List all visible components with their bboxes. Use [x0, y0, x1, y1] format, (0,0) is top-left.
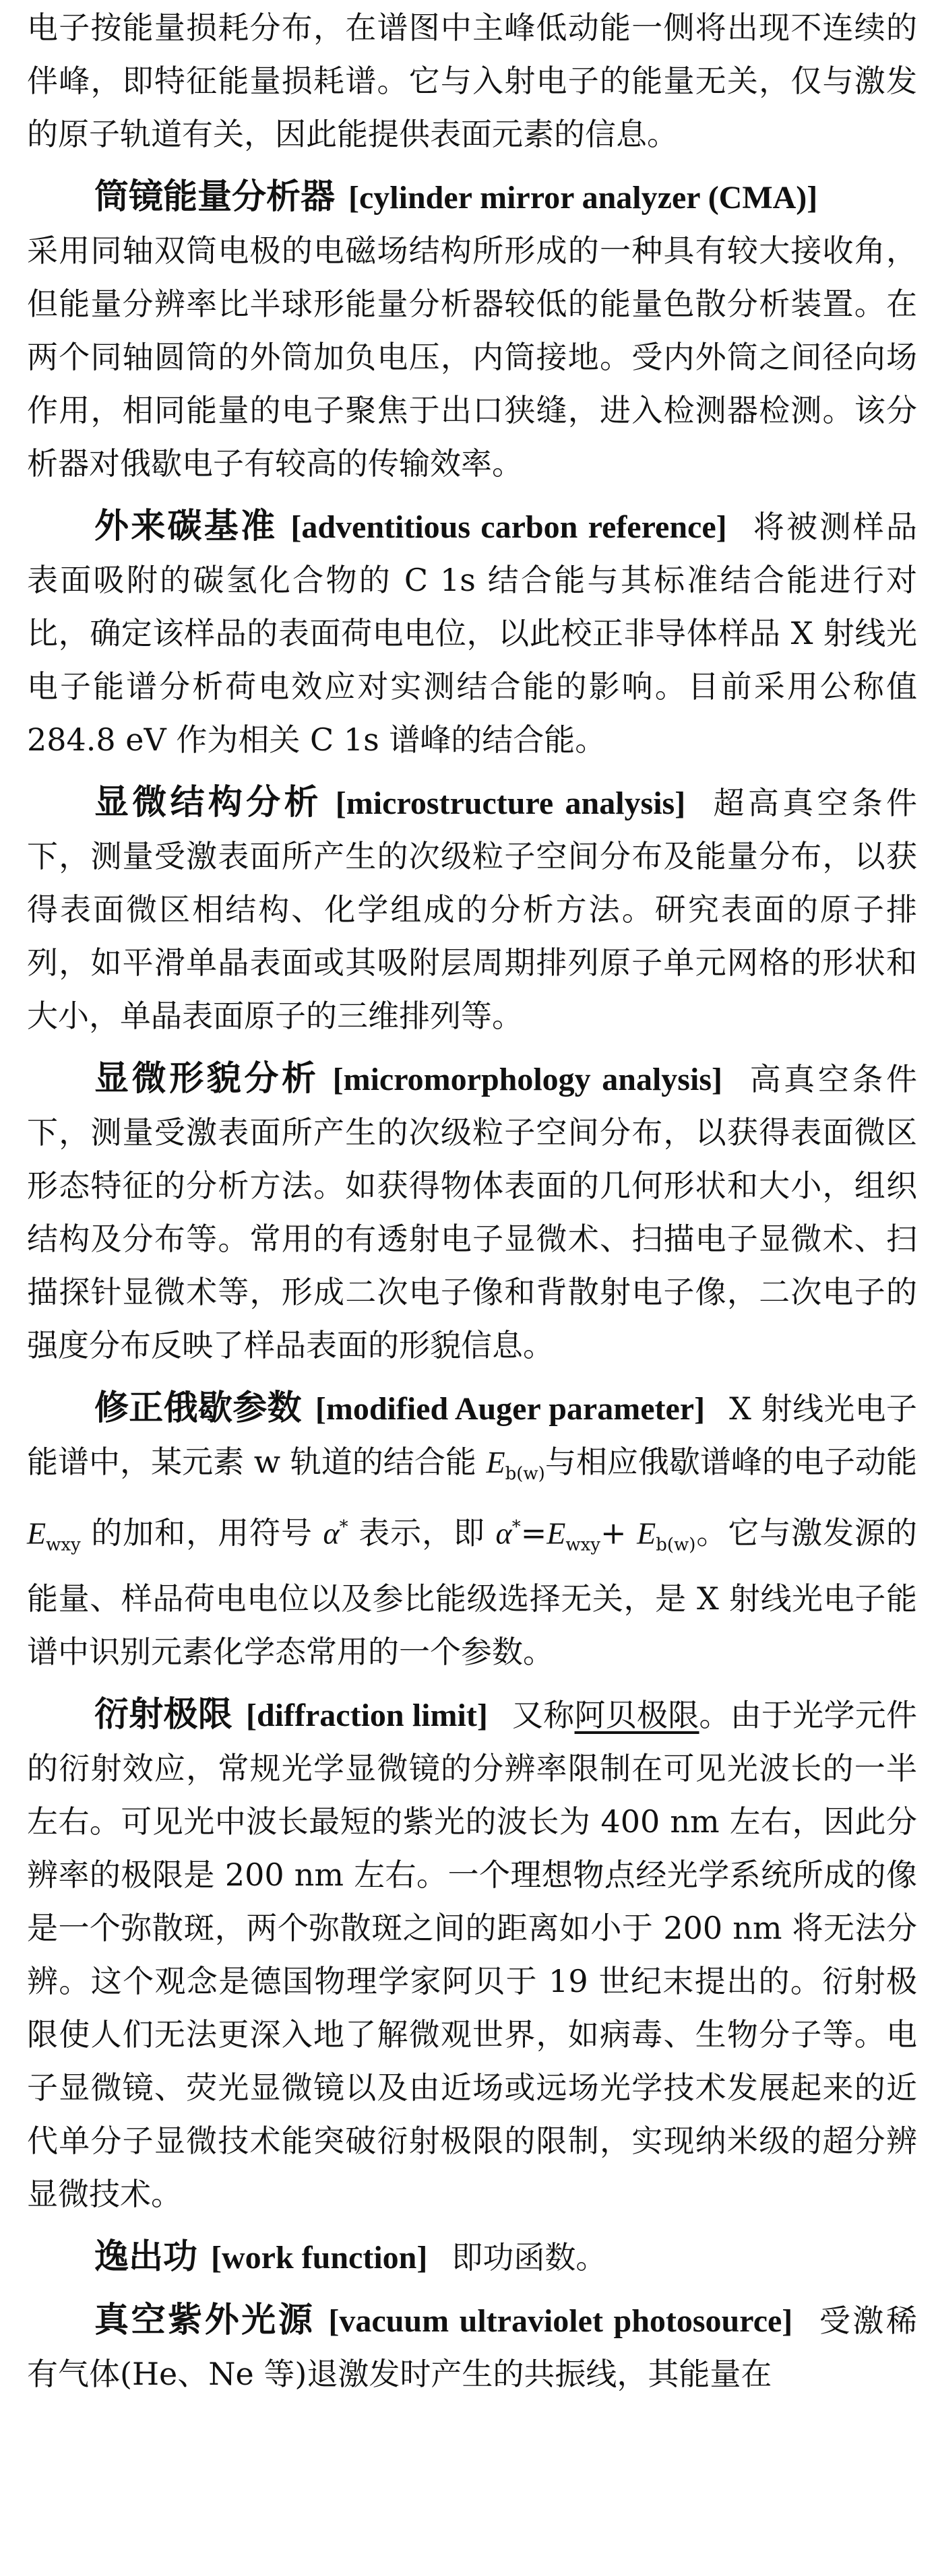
symbol-e: E: [637, 1516, 656, 1551]
subscript-wxy: wxy: [46, 1535, 81, 1555]
entry-micromorphology-analysis: [27, 1052, 917, 1372]
continuation-paragraph: [27, 1, 917, 161]
entry-body-part: X 射线光电子能谱中，某元素 w 轨道的结合能: [27, 1390, 918, 1480]
entry-body-part: 与相应俄歇谱峰的电子动能: [544, 1444, 917, 1480]
entry-english: [vacuum ultraviolet photosource]: [328, 2303, 793, 2339]
equals-sign: =: [520, 1514, 547, 1551]
entry-body: 。由于光学元件的衍射效应，常规光学显微镜的分辨率限制在可见光波长的一半左右。可见光中波长最短的紫光的波长为 400 nm 左右，因此分辨率的极限是 200 nm 左右。一个理想物点经光学系统所成的像是一个弥散斑，两个弥散斑之间的距离如小于 200 nm 将无法分辨。这个观念是德国物理学家阿贝于 19 世纪末提出的。衍射极限使人们无法更深入地了解微观世界，如病毒、生物分子等。电子显微镜、荧光显微镜以及由近场或远场光学技术发展起来的近代单分子显微技术能突破衍射极限的限制，实现纳米级的超分辨显微技术。: [27, 1696, 918, 2212]
entry-body: 超高真空条件下，测量受激表面所产生的次级粒子空间分布及能量分布，以获得表面微区相结构、化学组成的分析方法。研究表面的原子排列，如平滑单晶表面或其吸附层周期排列原子单元网格的形状和大小，单晶表面原子的三维排列等。: [27, 785, 918, 1034]
plus-sign: +: [600, 1514, 637, 1551]
symbol-e: E: [486, 1445, 505, 1479]
symbol-alpha: α: [323, 1516, 340, 1551]
entry-term: 真空紫外光源: [94, 2300, 315, 2340]
entry-english: [diffraction limit]: [245, 1697, 488, 1733]
entry-body-part: 的加和，用符号: [80, 1514, 323, 1551]
entry-english: [micromorphology analysis]: [332, 1062, 722, 1097]
entry-work-function: [27, 2230, 917, 2284]
entry-vacuum-ultraviolet-photosource: [27, 2294, 917, 2401]
entry-body: 受激稀有气体(He、Ne 等)退激发时产生的共振线，其能量在: [27, 2302, 918, 2392]
symbol-e: E: [27, 1516, 46, 1551]
entry-term: 修正俄歇参数: [94, 1388, 302, 1428]
entry-body: 高真空条件下，测量受激表面所产生的次级粒子空间分布，以获得表面微区形态特征的分析方法。如获得物体表面的几何形状和大小，组织结构及分布等。常用的有透射电子显微术、扫描电子显微术、扫描探针显微术等，形成二次电子像和背散射电子像，二次电子的强度分布反映了样品表面的形貌信息。: [27, 1061, 917, 1363]
entry-term: 筒镜能量分析器: [94, 177, 336, 217]
entry-modified-auger-parameter: [27, 1382, 917, 1679]
entry-term: 逸出功: [94, 2236, 198, 2277]
cross-reference-link[interactable]: 阿贝极限: [574, 1696, 699, 1733]
superscript-star: *: [339, 1517, 348, 1538]
symbol-alpha: α: [495, 1516, 512, 1551]
entry-adventitious-carbon: [27, 500, 917, 767]
entry-body: 即功函数。: [451, 2239, 607, 2276]
entry-also: 又称: [511, 1696, 575, 1733]
subscript-wxy: wxy: [565, 1535, 600, 1555]
entry-english: [cylinder mirror analyzer (CMA)]: [348, 180, 818, 216]
entry-term: 显微形貌分析: [94, 1059, 319, 1099]
entry-body-part: 表示，即: [348, 1514, 496, 1551]
symbol-e: E: [547, 1516, 566, 1551]
entry-body-part: 。它与激发源的能量、样品荷电电位以及参比能级选择无关，是 X 射线光电子能谱中识别元素化学态常用的一个参数。: [27, 1514, 918, 1670]
entry-english: [modified Auger parameter]: [315, 1391, 706, 1427]
entry-english: [adventitious carbon reference]: [290, 509, 727, 545]
entry-term: 显微结构分析: [94, 783, 322, 823]
entry-term: 外来碳基准: [94, 507, 278, 546]
entry-cylinder-mirror-analyzer: [27, 170, 917, 490]
subscript-bw: b(w): [505, 1464, 545, 1485]
entry-english: [microstructure analysis]: [335, 785, 686, 821]
entry-microstructure-analysis: [27, 776, 917, 1043]
continuation-text: 电子按能量损耗分布，在谱图中主峰低动能一侧将出现不连续的伴峰，即特征能量损耗谱。它与入射电子的能量无关，仅与激发的原子轨道有关，因此能提供表面元素的信息。: [27, 9, 917, 152]
entry-body: 采用同轴双筒电极的电磁场结构所形成的一种具有较大接收角，但能量分辨率比半球形能量分析器较低的能量色散分析装置。在两个同轴圆筒的外筒加负电压，内筒接地。受内外筒之间径向场作用，相同能量的电子聚焦于出口狭缝，进入检测器检测。该分析器对俄歇电子有较高的传输效率。: [27, 232, 917, 482]
subscript-bw: b(w): [656, 1535, 696, 1555]
entry-term: 衍射极限: [94, 1694, 232, 1735]
entry-english: [work function]: [211, 2239, 428, 2276]
superscript-star: *: [511, 1517, 521, 1538]
entry-diffraction-limit: [27, 1688, 917, 2221]
entry-body: 将被测样品表面吸附的碳氢化合物的 C 1s 结合能与其标准结合能进行对比，确定该样品的表面荷电电位，以此校正非导体样品 X 射线光电子能谱分析荷电效应对实测结合能的影响。目前采用公称值 284.8 eV 作为相关 C 1s 谱峰的结合能。: [27, 509, 917, 758]
